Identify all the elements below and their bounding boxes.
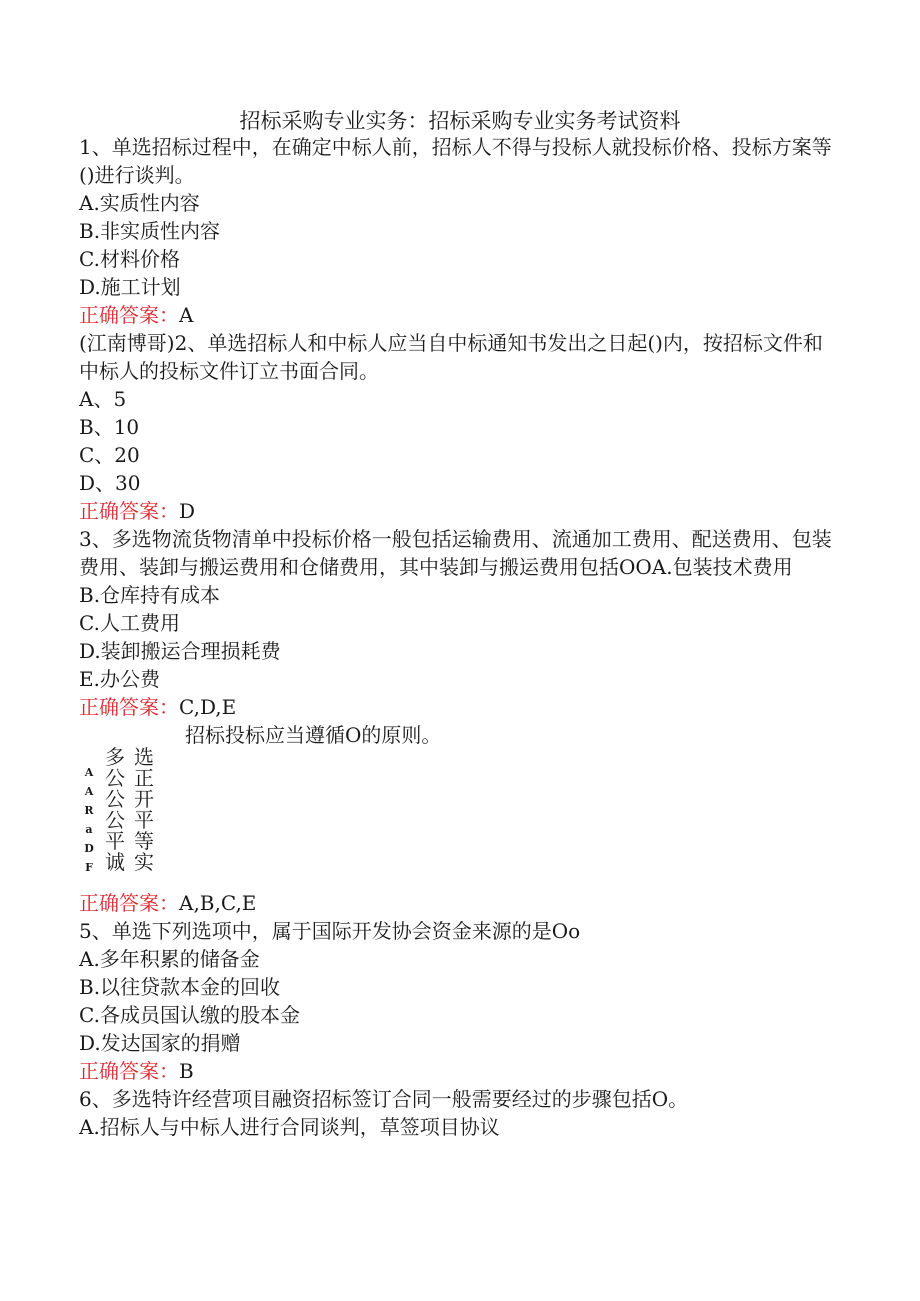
answer-label: 正确答案： bbox=[79, 891, 179, 915]
question-4-stem: 招标投标应当遵循O的原则。 bbox=[185, 723, 442, 747]
vertical-char: 开 bbox=[134, 787, 154, 811]
question-3-option-e: E.办公费 bbox=[79, 667, 160, 691]
document-title: 招标采购专业实务：招标采购专业实务考试资料 bbox=[239, 109, 681, 133]
question-1-option-b: B.非实质性内容 bbox=[79, 219, 221, 243]
question-4-column-2 bbox=[134, 747, 158, 873]
question-5-option-b: B.以往贷款本金的回收 bbox=[79, 975, 281, 999]
vertical-char: 正 bbox=[134, 766, 154, 790]
option-letter: a bbox=[85, 823, 93, 836]
option-letter: A bbox=[84, 766, 94, 779]
question-3-option-b: B.仓库持有成本 bbox=[79, 583, 221, 607]
question-6-stem: 6、多选特许经营项目融资招标签订合同一般需要经过的步骤包括O。 bbox=[79, 1087, 689, 1111]
question-1-option-c: C.材料价格 bbox=[79, 247, 180, 271]
question-2-option-b: B、10 bbox=[79, 415, 140, 439]
vertical-char: 公 bbox=[105, 787, 125, 811]
question-5-stem: 5、单选下列选项中，属于国际开发协会资金来源的是Oo bbox=[79, 919, 581, 943]
option-letter: R bbox=[84, 804, 94, 817]
question-2-option-d: D、30 bbox=[79, 471, 141, 495]
option-letter: A bbox=[84, 785, 94, 798]
answer-label: 正确答案： bbox=[79, 499, 179, 523]
vertical-char: 多 bbox=[105, 745, 125, 769]
answer-value: B bbox=[179, 1059, 194, 1083]
question-5-option-a: A.多年积累的储备金 bbox=[79, 947, 260, 971]
vertical-char: 公 bbox=[105, 766, 125, 790]
question-2-stem: (江南博哥)2、单选招标人和中标人应当自中标通知书发出之日起()内，按招标文件和中标人的投标文件订立书面合同。 bbox=[79, 331, 823, 383]
question-2-answer bbox=[79, 497, 839, 525]
vertical-char: 实 bbox=[134, 850, 154, 874]
question-3-stem: 3、多选物流货物清单中投标价格一般包括运输费用、流通加工费用、配送费用、包装费用、装卸与搬运费用和仓储费用，其中装卸与搬运费用包括OOA.包装技术费用 bbox=[79, 527, 832, 579]
question-1-option-a: A.实质性内容 bbox=[79, 191, 200, 215]
vertical-char: 选 bbox=[134, 745, 154, 769]
question-1-option-d: D.施工计划 bbox=[79, 275, 181, 299]
question-1-answer bbox=[79, 301, 839, 329]
answer-value: A bbox=[179, 303, 194, 327]
question-4-column-1 bbox=[105, 747, 129, 873]
answer-value: C,D,E bbox=[179, 695, 237, 719]
question-5-option-d: D.发达国家的捐赠 bbox=[79, 1031, 241, 1055]
document-content bbox=[79, 133, 839, 1141]
option-letter: D bbox=[84, 842, 94, 855]
vertical-char: 平 bbox=[105, 829, 125, 853]
answer-label: 正确答案： bbox=[79, 303, 179, 327]
answer-value: D bbox=[179, 499, 196, 523]
answer-value: A,B,C,E bbox=[179, 891, 257, 915]
vertical-char: 公 bbox=[105, 808, 125, 832]
question-2-option-c: C、20 bbox=[79, 443, 140, 467]
vertical-char: 等 bbox=[134, 829, 154, 853]
question-6-option-a: A.招标人与中标人进行合同谈判，草签项目协议 bbox=[79, 1115, 500, 1139]
question-5-option-c: C.各成员国认缴的股本金 bbox=[79, 1003, 300, 1027]
answer-label: 正确答案： bbox=[79, 1059, 179, 1083]
question-3-option-d: D.装卸搬运合理损耗费 bbox=[79, 639, 281, 663]
question-5-answer bbox=[79, 1057, 839, 1085]
question-2-option-a: A、5 bbox=[79, 387, 127, 411]
question-4-answer bbox=[79, 889, 839, 917]
option-letter: F bbox=[85, 861, 93, 874]
question-4-block bbox=[79, 721, 839, 889]
vertical-char: 平 bbox=[134, 808, 154, 832]
question-1-stem: 1、单选招标过程中，在确定中标人前，招标人不得与投标人就投标价格、投标方案等()进行谈判。 bbox=[79, 135, 832, 187]
question-3-answer bbox=[79, 693, 839, 721]
question-4-option-letters bbox=[82, 763, 96, 877]
answer-label: 正确答案： bbox=[79, 695, 179, 719]
vertical-char: 诚 bbox=[105, 850, 125, 874]
question-3-option-c: C.人工费用 bbox=[79, 611, 180, 635]
